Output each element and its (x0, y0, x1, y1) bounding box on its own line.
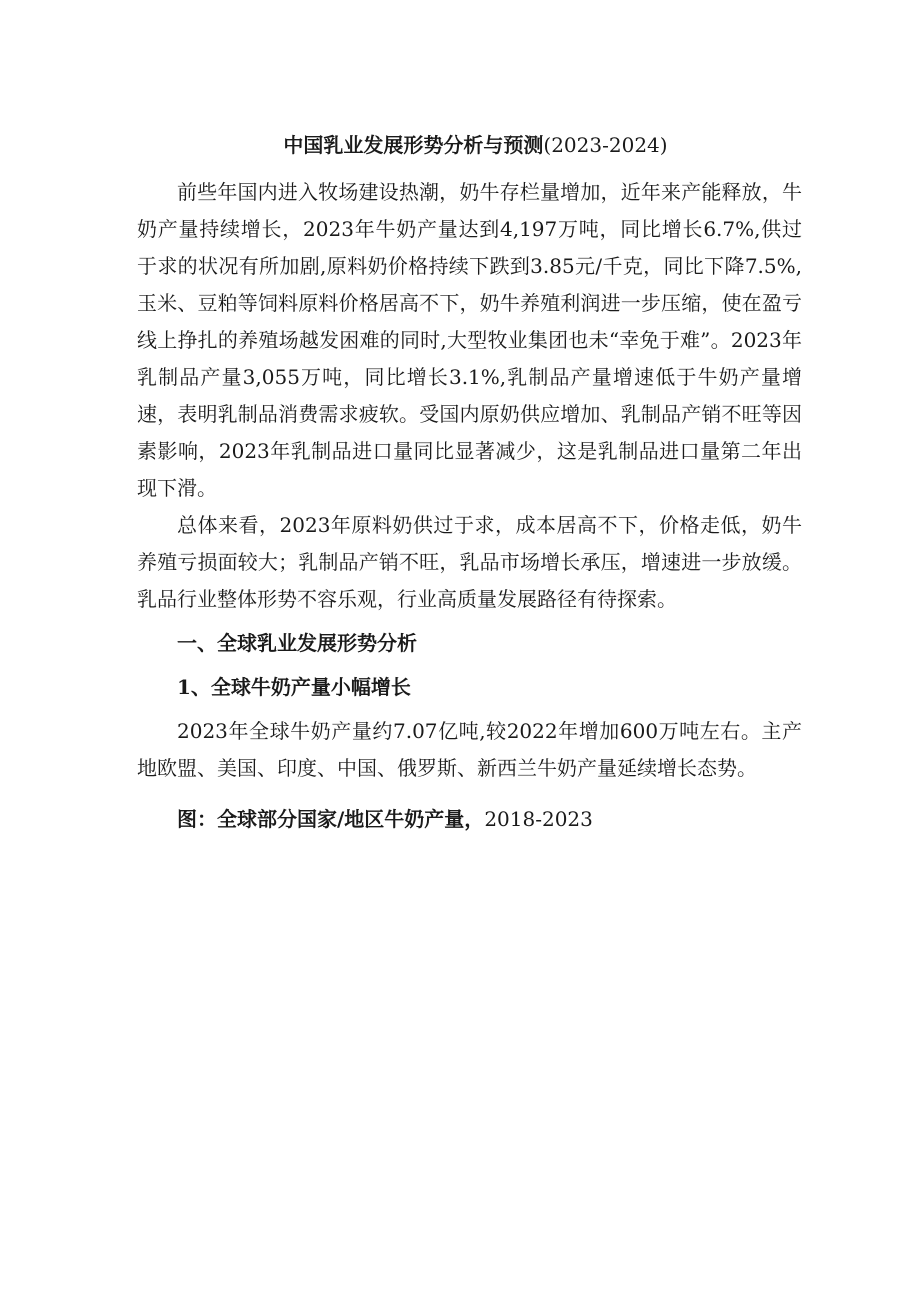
document-title (137, 130, 802, 160)
subsection-heading: 1、全球牛奶产量小幅增长 (177, 675, 411, 699)
subsection-paragraph: 2023年全球牛奶产量约7.07亿吨,较2022年增加600万吨左右。主产地欧盟、美国、印度、中国、俄罗斯、新西兰牛奶产量延续增长态势。 (137, 719, 802, 780)
figure-caption-years: 2018-2023 (484, 807, 593, 831)
figure-caption-main: 图：全球部分国家/地区牛奶产量， (177, 807, 485, 831)
figure-caption (137, 801, 802, 838)
summary-paragraph: 总体来看，2023年原料奶供过于求，成本居高不下，价格走低，奶牛养殖亏损面较大；乳制品产销不旺，乳品市场增长承压，增速进一步放缓。乳品行业整体形势不容乐观，行业高质量发展路径有待探索。 (137, 513, 802, 611)
section-heading: 一、全球乳业发展形势分析 (177, 631, 417, 655)
title-year: (2023-2024) (543, 133, 668, 157)
title-main: 中国乳业发展形势分析与预测 (283, 133, 544, 157)
intro-paragraph: 前些年国内进入牧场建设热潮，奶牛存栏量增加，近年来产能释放，牛奶产量持续增长，2023年牛奶产量达到4,197万吨，同比增长6.7%,供过于求的状况有所加剧,原料奶价格持续下跌到3.85元/千克，同比下降7.5%,玉米、豆粕等饲料原料价格居高不下，奶牛养殖利润进一步压缩，使在盈亏线上挣扎的养殖场越发困难的同时,大型牧业集团也未“幸免于难”。2023年乳制品产量3,055万吨，同比增长3.1%,乳制品产量增速低于牛奶产量增速，表明乳制品消费需求疲软。受国内原奶供应增加、乳制品产销不旺等因素影响，2023年乳制品进口量同比显著减少，这是乳制品进口量第二年出现下滑。 (137, 180, 802, 500)
